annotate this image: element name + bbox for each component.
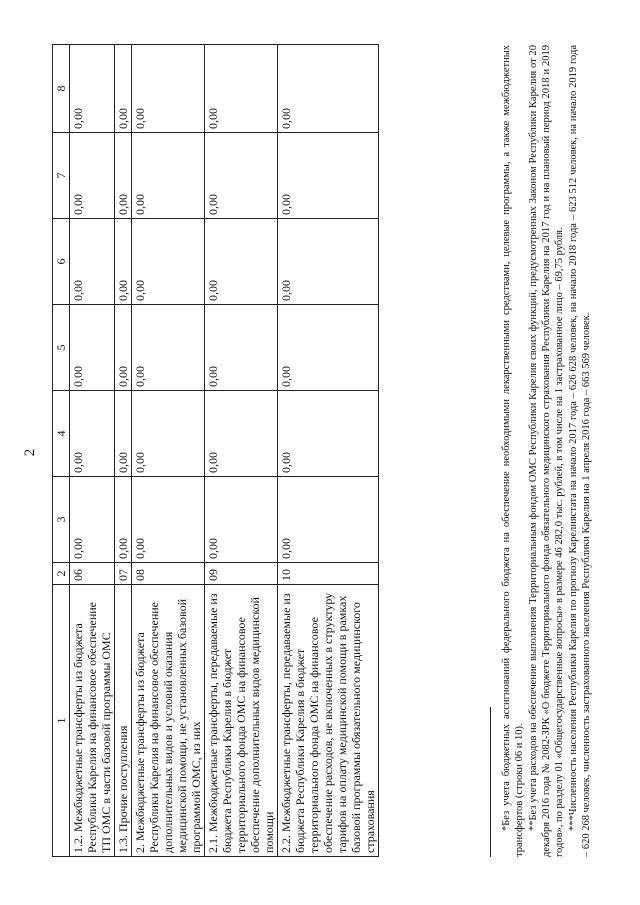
value-cell: 0,00 xyxy=(205,477,278,563)
value-cell: 0,00 xyxy=(132,219,205,305)
value-cell: 0,00 xyxy=(132,305,205,391)
row-code: 07 xyxy=(115,563,132,585)
footnote: **Без учета расходов на обеспечение выполнения Территориальным фондом ОМС Республики Карелия своих функций, предусмотренных Законом Республики Карелия от 20 декабря 2016 года № 2082-ЗРК «О бюджете Территориального фонда обязательного медицинского страхования Республики Карелия на 2017 год и на плановый период 2018 и 2019 годов», по разделу 01 «Общегосударственные вопросы» в размере 46 282,0 тыс. рублей, в том числе на 1 застрахованное лицо – 69,75 рубля. xyxy=(528,45,565,857)
row-code: 08 xyxy=(132,563,205,585)
value-cell: 0,00 xyxy=(70,219,115,305)
column-header: 8 xyxy=(53,45,70,133)
value-cell: 0,00 xyxy=(115,133,132,219)
column-header: 1 xyxy=(53,585,70,857)
budget-table xyxy=(52,44,379,857)
column-header: 4 xyxy=(53,391,70,477)
value-cell: 0,00 xyxy=(132,133,205,219)
footnote: *Без учета бюджетных ассигнований федерального бюджета на обеспечение необходимыми лекарственными средствами, целевые программы, а также межбюджетных трансфертов (строки 06 и 10). xyxy=(501,45,525,857)
row-label: 2. Межбюджетные трансферты из бюджета Республики Карелия на финансовое обеспечение дополнительных видов и условий оказания медицинской помощи, не установленных базовой программой ОМС, из них xyxy=(132,585,205,857)
value-cell: 0,00 xyxy=(278,305,379,391)
row-label: 1.3. Прочие поступления xyxy=(115,585,132,857)
table-row xyxy=(115,45,132,857)
column-header: 5 xyxy=(53,305,70,391)
value-cell: 0,00 xyxy=(278,45,379,133)
footnote-separator xyxy=(490,707,491,857)
value-cell: 0,00 xyxy=(205,391,278,477)
column-header: 6 xyxy=(53,219,70,305)
value-cell: 0,00 xyxy=(205,133,278,219)
value-cell: 0,00 xyxy=(70,477,115,563)
table-row xyxy=(70,45,115,857)
row-code: 06 xyxy=(70,563,115,585)
footnotes xyxy=(500,45,594,857)
value-cell: 0,00 xyxy=(115,477,132,563)
table-row xyxy=(132,45,205,857)
column-header: 3 xyxy=(53,477,70,563)
value-cell: 0,00 xyxy=(205,305,278,391)
table-row xyxy=(278,45,379,857)
value-cell: 0,00 xyxy=(132,391,205,477)
value-cell: 0,00 xyxy=(115,391,132,477)
column-header: 7 xyxy=(53,133,70,219)
value-cell: 0,00 xyxy=(115,305,132,391)
value-cell: 0,00 xyxy=(205,219,278,305)
value-cell: 0,00 xyxy=(278,391,379,477)
value-cell: 0,00 xyxy=(278,477,379,563)
value-cell: 0,00 xyxy=(70,133,115,219)
row-code: 10 xyxy=(278,563,379,585)
value-cell: 0,00 xyxy=(132,45,205,133)
value-cell: 0,00 xyxy=(132,477,205,563)
value-cell: 0,00 xyxy=(70,391,115,477)
page-number: 2 xyxy=(22,448,38,457)
value-cell: 0,00 xyxy=(70,45,115,133)
row-label: 1.2. Межбюджетные трансферты из бюджета Республики Карелия на финансовое обеспечение ТП ОМС в части базовой программы ОМС xyxy=(70,585,115,857)
value-cell: 0,00 xyxy=(205,45,278,133)
value-cell: 0,00 xyxy=(70,305,115,391)
value-cell: 0,00 xyxy=(115,219,132,305)
table-row xyxy=(205,45,278,857)
value-cell: 0,00 xyxy=(278,219,379,305)
column-header: 2 xyxy=(53,563,70,585)
row-code: 09 xyxy=(205,563,278,585)
row-label: 2.2. Межбюджетные трансферты, передаваемые из бюджета Республики Карелия в бюджет территориального фонда ОМС на финансовое обеспечение расходов, не включенных в структуру тарифов на оплату медицинской помощи в рамках базовой программы обязательного медицинского страхования xyxy=(278,585,379,857)
footnote: ***Численность населения Республики Карелия по прогнозу Карелиястата на начало 2017 года – 626 628 человек, на начало 2018 года – 623 512 человек, на начало 2019 года – 620 268 человек, численность застрахованного населения Республики Карелия на 1 апреля 2016 года – 663 569 человек. xyxy=(568,45,592,857)
value-cell: 0,00 xyxy=(278,133,379,219)
row-label: 2.1. Межбюджетные трансферты, передаваемые из бюджета Республики Карелия в бюджет территориального фонда ОМС на финансовое обеспечение дополнительных видов медицинской помощи xyxy=(205,585,278,857)
value-cell: 0,00 xyxy=(115,45,132,133)
table-header-row xyxy=(53,45,70,857)
